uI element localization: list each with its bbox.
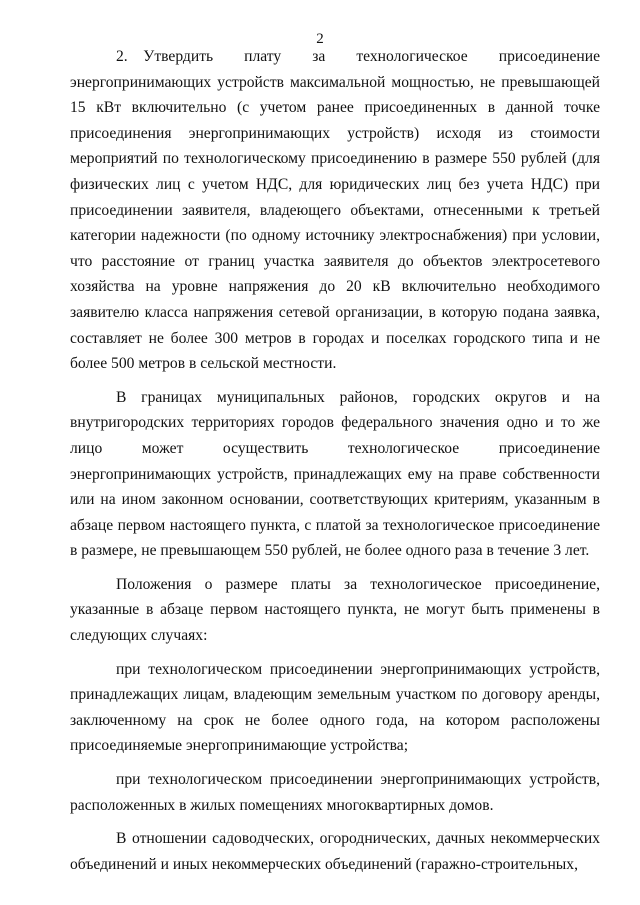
paragraph-exceptions-intro: Положения о размере платы за технологическое присоединение, указанные в абзаце первом настоящего пункта, не могут быть применены в следующих случаях:	[70, 575, 600, 645]
document-body	[70, 44, 600, 877]
page-number: 2	[316, 31, 324, 47]
paragraph-exception-lease: при технологическом присоединении энергопринимающих устройств, принадлежащих лицам, владеющим земельным участком по договору аренды, заключенному на срок не более одного года, на котором расположены присоединяемые энергопринимающие устройства;	[70, 660, 600, 755]
paragraph-exception-apartments: при технологическом присоединении энергопринимающих устройств, расположенных в жилых помещениях многоквартирных домов.	[70, 771, 600, 814]
paragraph-fee-approval: 2. Утвердить плату за технологическое присоединение энергопринимающих устройств максимальной мощностью, не превышающей 15 кВт включительно (с учетом ранее присоединенных в данной точке присоединения энергопринимающих устройств) исходя из стоимости мероприятий по технологическому присоединению в размере 550 рублей (для физических лиц с учетом НДС, для юридических лиц без учета НДС) при присоединении заявителя, владеющего объектами, отнесенными к третьей категории надежности (по одному источнику электроснабжения) при условии, что расстояние от границ участка заявителя до объектов электросетевого хозяйства на уровне напряжения до 20 кВ включительно необходимого заявителю класса напряжения сетевой организации, в которую подана заявка, составляет не более 300 метров в городах и поселках городского типа и не более 500 метров в сельской местности.	[70, 48, 600, 373]
paragraph-nonprofit-associations: В отношении садоводческих, огороднических, дачных некоммерческих объединений и иных некоммерческих объединений (гаражно-строительных,	[70, 830, 600, 873]
paragraph-once-per-three-years: В границах муниципальных районов, городских округов и на внутригородских территориях городов федерального значения одно и то же лицо может осуществить технологическое присоединение энергопринимающих устройств, принадлежащих ему на праве собственности или на ином законном основании, соответствующих критериям, указанным в абзаце первом настоящего пункта, с платой за технологическое присоединение в размере, не превышающем 550 рублей, не более одного раза в течение 3 лет.	[70, 388, 600, 560]
